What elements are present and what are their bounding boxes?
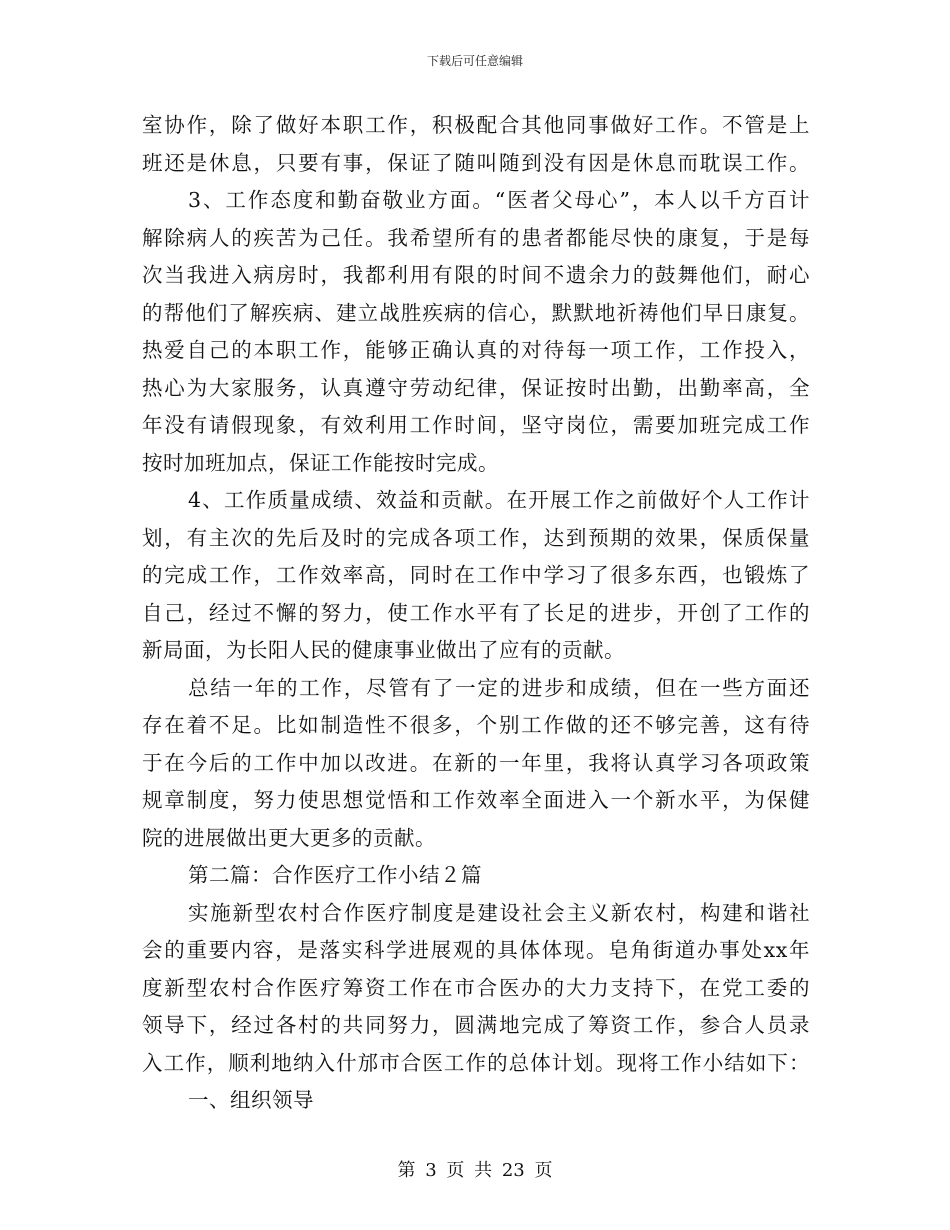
text-line: 热爱自己的本职工作，能够正确认真的对待每一项工作，工作投入， xyxy=(142,338,810,362)
text-line: 室协作，除了做好本职工作，积极配合其他同事做好工作。不管是上 xyxy=(142,113,810,137)
text-line: 第二篇：合作医疗工作小结２篇 xyxy=(188,863,482,887)
text-line: 一、组织领导 xyxy=(188,1088,314,1112)
text-line: 的帮他们了解疾病、建立战胜疾病的信心，默默地祈祷他们早日康复。 xyxy=(142,300,810,325)
paragraph xyxy=(142,670,810,858)
document-body xyxy=(142,107,810,1120)
text-line: 入工作，顺利地纳入什邡市合医工作的总体计划。现将工作小结如下： xyxy=(142,1050,810,1075)
subsection-heading xyxy=(142,1082,810,1120)
text-line: 度新型农村合作医疗筹资工作在市合医办的大力支持下，在党工委的 xyxy=(142,975,810,1000)
text-line: 总结一年的工作，尽管有了一定的进步和成绩，但在一些方面还 xyxy=(188,675,810,700)
text-line: 班还是休息，只要有事，保证了随叫随到没有因是休息而耽误工作。 xyxy=(142,150,810,175)
text-line: 领导下，经过各村的共同努力，圆满地完成了筹资工作，参合人员录 xyxy=(142,1013,810,1037)
text-line: 解除病人的疾苦为己任。我希望所有的患者都能尽快的康复，于是每 xyxy=(142,225,810,250)
text-line: 自己，经过不懈的努力，使工作水平有了长足的进步，开创了工作的 xyxy=(142,600,810,625)
text-line: 新局面，为长阳人民的健康事业做出了应有的贡献。 xyxy=(142,638,625,662)
text-line: 3、工作态度和勤奋敬业方面。“医者父母心”，本人以千方百计 xyxy=(188,188,810,212)
text-line: 实施新型农村合作医疗制度是建设社会主义新农村，构建和谐社 xyxy=(188,900,810,925)
paragraph xyxy=(142,482,810,670)
page-number: 第 3 页 共 23 页 xyxy=(397,1160,553,1181)
text-line: 存在着不足。比如制造性不很多，个别工作做的还不够完善，这有待 xyxy=(142,713,810,737)
text-line: 热心为大家服务，认真遵守劳动纪律，保证按时出勤，出勤率高，全 xyxy=(142,375,810,400)
text-line: 的完成工作，工作效率高，同时在工作中学习了很多东西，也锻炼了 xyxy=(142,563,810,587)
text-line: 按时加班加点，保证工作能按时完成。 xyxy=(142,450,499,475)
text-line: 会的重要内容，是落实科学进展观的具体体现。皂角街道办事处xx年 xyxy=(142,938,810,962)
section-heading xyxy=(142,857,810,895)
text-line: 划，有主次的先后及时的完成各项工作，达到预期的效果，保质保量 xyxy=(142,525,810,550)
paragraph xyxy=(142,895,810,1083)
paragraph xyxy=(142,182,810,482)
page-header-note: 下载后可任意编辑 xyxy=(426,54,523,68)
paragraph xyxy=(142,107,810,182)
text-line: 4、工作质量成绩、效益和贡献。在开展工作之前做好个人工作计 xyxy=(188,488,810,512)
text-line: 年没有请假现象，有效利用工作时间，坚守岗位，需要加班完成工作 xyxy=(142,413,810,437)
text-line: 于在今后的工作中加以改进。在新的一年里，我将认真学习各项政策 xyxy=(142,750,810,775)
text-line: 规章制度，努力使思想觉悟和工作效率全面进入一个新水平，为保健 xyxy=(142,788,810,812)
text-line: 次当我进入病房时，我都利用有限的时间不遗余力的鼓舞他们，耐心 xyxy=(142,263,810,287)
text-line: 院的进展做出更大更多的贡献。 xyxy=(142,825,436,850)
